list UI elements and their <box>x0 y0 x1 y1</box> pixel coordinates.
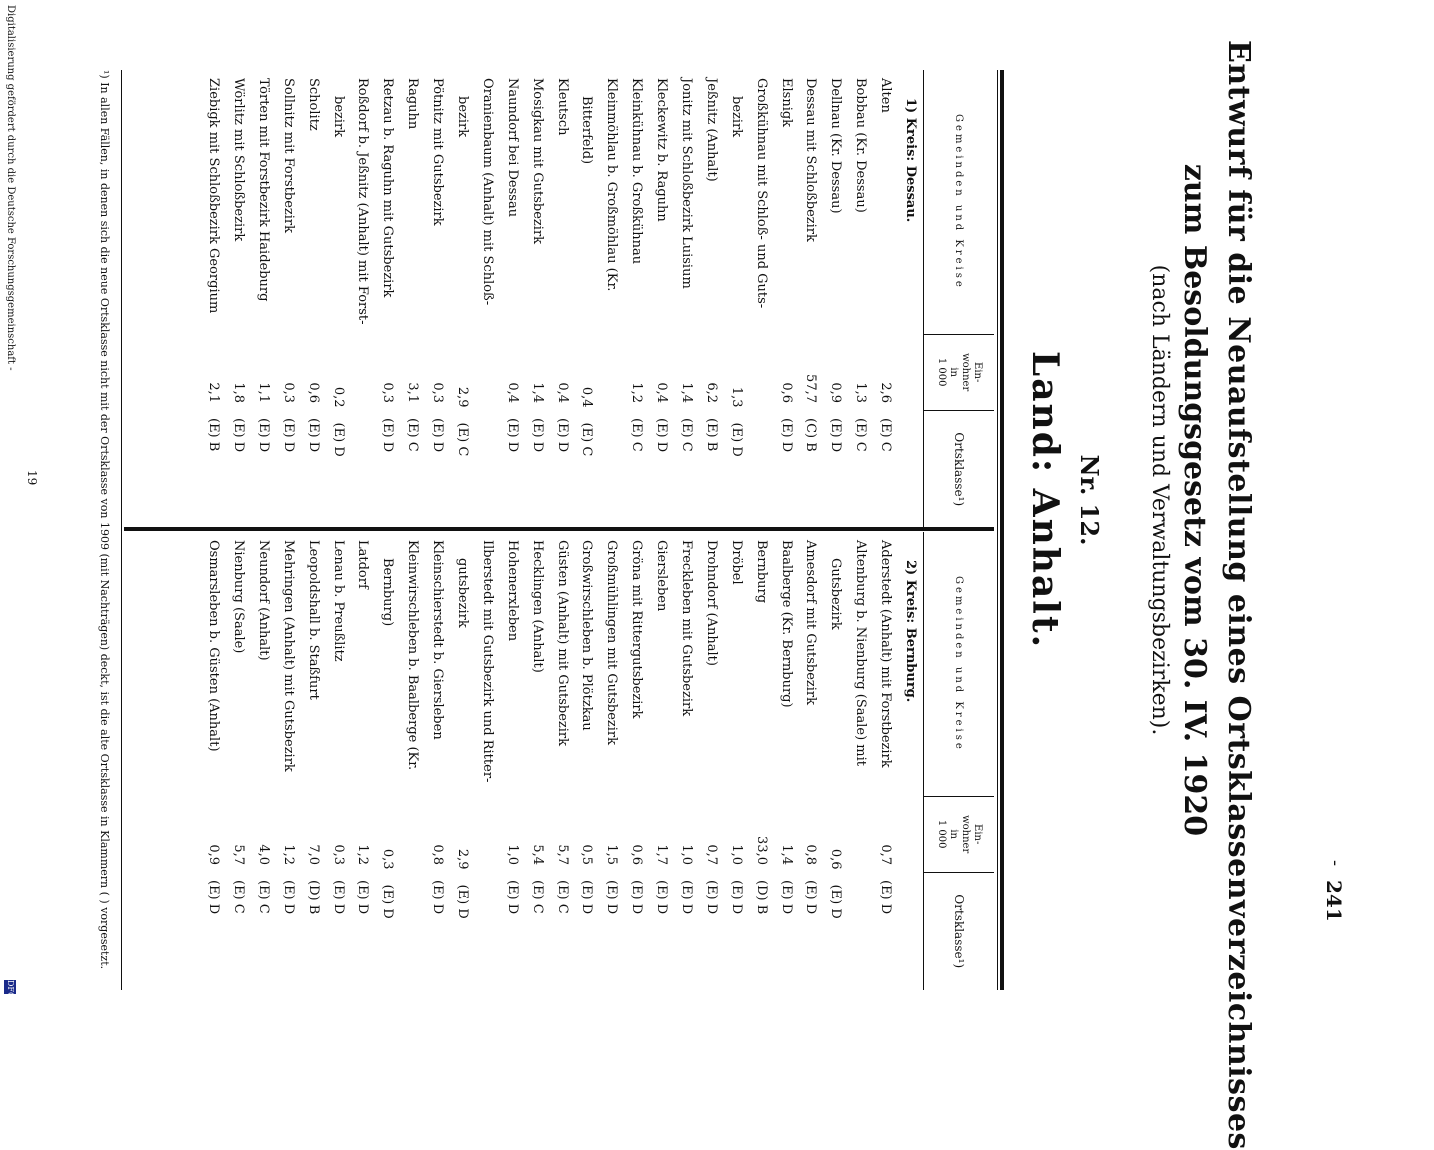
cell-ortsklasse: (E) D <box>455 884 471 919</box>
table-row <box>873 532 898 990</box>
cell-gemeinde: Baalberge (Kr. Bernburg) <box>778 540 794 708</box>
cell-gemeinde: Ziebigk mit Schloßbezirk Georgium <box>206 78 222 314</box>
cell-einwohner: 0,9 <box>206 844 222 865</box>
cell-einwohner: 0,3 <box>330 844 346 865</box>
table-row <box>226 532 251 990</box>
table-row <box>774 70 799 528</box>
cell-ortsklasse: (E) D <box>255 418 271 453</box>
cell-einwohner: 0,6 <box>305 382 321 403</box>
table-header <box>923 70 994 528</box>
table-row <box>525 70 550 528</box>
cell-gemeinde: Lenau b. Preußlitz <box>330 540 346 662</box>
cell-gemeinde: Mehringen (Anhalt) mit Gutsbezirk <box>280 540 296 772</box>
cell-gemeinde: Gröna mit Rittergutsbezirk <box>629 540 645 719</box>
cell-gemeinde: bezirk <box>330 96 346 138</box>
cell-ortsklasse: (E) C <box>255 880 271 914</box>
table-row <box>251 70 276 528</box>
cell-einwohner: 1,8 <box>231 382 247 403</box>
table-row <box>599 532 624 990</box>
cell-gemeinde: bezirk <box>455 96 471 138</box>
table-row <box>550 532 575 990</box>
cell-einwohner: 6,2 <box>703 382 719 403</box>
cell-einwohner: 1,0 <box>504 844 520 865</box>
table-row <box>848 70 873 528</box>
cell-gemeinde: Törten mit Forstbezirk Haideburg <box>255 78 271 302</box>
cell-ortsklasse: (E) D <box>604 880 620 915</box>
table-row <box>201 532 226 990</box>
table-row <box>749 532 774 990</box>
table-row <box>599 70 624 528</box>
cell-einwohner: 0,3 <box>280 382 296 403</box>
table-row <box>624 70 649 528</box>
cell-einwohner: 1,3 <box>728 386 744 408</box>
cell-ortsklasse: (E) D <box>654 418 670 453</box>
table-row <box>724 70 749 528</box>
footnote-rule <box>121 70 122 990</box>
cell-ortsklasse: (E) D <box>430 880 446 915</box>
table-row <box>375 70 400 528</box>
cell-ortsklasse: (E) D <box>828 884 844 919</box>
table-row <box>326 532 351 990</box>
footnote: ¹) In allen Fällen, in denen sich die neue Ortsklasse nicht mit der Ortsklasse von 1909 (mit Nachträgen) deckt, ist die alte Ortsklasse in Klammern ( ) vorgesetzt. <box>98 70 111 970</box>
table-row <box>251 532 276 990</box>
table-row <box>226 70 251 528</box>
table-top-rule <box>1000 70 1004 990</box>
cell-ortsklasse: (E) D <box>380 884 396 919</box>
cell-ortsklasse: (E) D <box>579 880 595 915</box>
cell-einwohner: 5,4 <box>529 844 545 865</box>
cell-gemeinde: Retzau b. Raguhn mit Gutsbezirk <box>380 78 396 298</box>
cell-ortsklasse: (E) C <box>405 418 421 452</box>
cell-gemeinde: Dellnau (Kr. Dessau) <box>828 78 844 214</box>
cell-einwohner: 5,7 <box>231 844 247 865</box>
table-row <box>699 70 724 528</box>
cell-ortsklasse: (E) D <box>330 880 346 915</box>
table-row <box>326 70 351 528</box>
cell-gemeinde: Roßdorf b. Jeßnitz (Anhalt) mit Forst- <box>355 78 371 325</box>
cell-ortsklasse: (E) D <box>280 880 296 915</box>
cell-ortsklasse: (E) C <box>853 418 869 452</box>
table-left <box>201 70 994 528</box>
cell-gemeinde: Kleutsch <box>554 78 570 136</box>
header-einwohner: Ein- wohner in 1 000 <box>924 335 994 411</box>
cell-ortsklasse: (E) D <box>330 422 346 457</box>
cell-gemeinde: Bitterfeld) <box>579 96 595 165</box>
cell-gemeinde: Bernburg) <box>380 558 396 627</box>
table-row <box>575 532 600 990</box>
table-row <box>525 532 550 990</box>
table-row <box>400 70 425 528</box>
cell-gemeinde: Scholitz <box>305 78 321 131</box>
cell-einwohner: 1,4 <box>778 844 794 865</box>
cell-einwohner: 1,0 <box>679 844 695 865</box>
table-row <box>425 70 450 528</box>
table-row <box>550 70 575 528</box>
cell-ortsklasse: (D) B <box>305 880 321 915</box>
cell-einwohner: 33,0 <box>753 836 769 865</box>
table-row <box>799 532 824 990</box>
cell-gemeinde: Mosigkau mit Gutsbezirk <box>529 78 545 245</box>
cell-ortsklasse: (E) D <box>803 880 819 915</box>
cell-gemeinde: Latdorf <box>355 540 371 589</box>
cell-gemeinde: Güsten (Anhalt) mit Gutsbezirk <box>554 540 570 747</box>
page-number: 241 <box>1322 880 1346 922</box>
cell-einwohner: 5,7 <box>554 844 570 865</box>
header-ortsklasse: Ortsklasse¹) <box>952 894 966 969</box>
cell-einwohner: 1,0 <box>728 844 744 865</box>
table-row <box>500 70 525 528</box>
cell-einwohner: 0,4 <box>654 382 670 403</box>
cell-ortsklasse: (E) D <box>679 880 695 915</box>
header-gemeinden: Gemeinden und Kreise <box>924 70 994 335</box>
table-row <box>276 70 301 528</box>
cell-gemeinde: Raguhn <box>405 78 421 130</box>
cell-ortsklasse: (E) D <box>703 880 719 915</box>
cell-einwohner: 2,1 <box>206 382 222 403</box>
title-line-3: (nach Ländern und Verwaltungsbezirken). <box>1147 264 1172 736</box>
table-body-left <box>201 70 923 528</box>
cell-ortsklasse: (E) B <box>206 418 222 452</box>
table-row <box>873 70 898 528</box>
cell-gemeinde: Bernburg <box>753 540 769 604</box>
dfg-logo: DFG <box>6 980 15 999</box>
cell-gemeinde: Hecklingen (Anhalt) <box>529 540 545 673</box>
cell-einwohner: 3,1 <box>405 382 421 403</box>
cell-ortsklasse: (E) D <box>778 880 794 915</box>
cell-ortsklasse: (E) B <box>703 418 719 452</box>
table-row <box>799 70 824 528</box>
cell-einwohner: 1,2 <box>629 382 645 403</box>
cell-ortsklasse: (E) D <box>554 418 570 453</box>
cell-gemeinde: Kleinschierstedt b. Giersleben <box>430 540 446 740</box>
cell-einwohner: 4,0 <box>255 844 271 865</box>
cell-einwohner: 0,9 <box>828 382 844 403</box>
cell-gemeinde: Nienburg (Saale) <box>231 540 247 654</box>
table-row <box>774 532 799 990</box>
cell-ortsklasse: (E) D <box>529 418 545 453</box>
cell-gemeinde: Großmühlingen mit Gutsbezirk <box>604 540 620 745</box>
table-row <box>674 70 699 528</box>
table-row <box>201 70 226 528</box>
cell-gemeinde: Amesdorf mit Gutsbezirk <box>803 540 819 705</box>
cell-einwohner: 1,2 <box>280 844 296 865</box>
cell-gemeinde: Aderstedt (Anhalt) mit Forstbezirk <box>878 540 894 768</box>
cell-ortsklasse: (E) D <box>355 880 371 915</box>
cell-gemeinde: gutsbezirk <box>455 558 471 628</box>
cell-einwohner: 0,8 <box>430 844 446 865</box>
cell-gemeinde: Bobbau (Kr. Dessau) <box>853 78 869 213</box>
dfg-credit: Digitalisierung gefördert durch die Deutsche Forschungsgemeinschaft - <box>5 5 16 371</box>
table-header <box>923 532 994 990</box>
cell-ortsklasse: (E) D <box>231 418 247 453</box>
table-row <box>450 70 475 528</box>
cell-ortsklasse: (D) B <box>753 880 769 915</box>
cell-gemeinde: Kleinmöhlau b. Großmöhlau (Kr. <box>604 78 620 292</box>
table-row <box>749 70 774 528</box>
cell-einwohner: 2,6 <box>878 382 894 403</box>
table-top-rule-thin <box>997 70 998 990</box>
table-row <box>475 532 500 990</box>
table-row <box>724 532 749 990</box>
cell-einwohner: 0,8 <box>803 844 819 865</box>
cell-ortsklasse: (E) C <box>554 880 570 914</box>
cell-ortsklasse: (E) C <box>878 418 894 452</box>
header-ortsklasse: Ortsklasse¹) <box>952 432 966 507</box>
cell-gemeinde: Kleinwirschleben b. Baalberge (Kr. <box>405 540 421 771</box>
cell-einwohner: 0,6 <box>629 844 645 865</box>
table-body-right <box>201 532 923 990</box>
cell-gemeinde: 1) Kreis: Dessau. <box>903 98 919 223</box>
land-heading: Land: Anhalt. <box>1024 350 1066 650</box>
cell-gemeinde: Leopoldshall b. Staßfurt <box>305 540 321 700</box>
cell-ortsklasse: (E) D <box>305 418 321 453</box>
cell-ortsklasse: (E) D <box>828 418 844 453</box>
table-row <box>699 532 724 990</box>
table-row <box>575 70 600 528</box>
section-number: Nr. 12. <box>1075 454 1104 546</box>
cell-einwohner: 0,3 <box>380 848 396 870</box>
table-right <box>201 532 994 990</box>
cell-einwohner: 0,5 <box>579 844 595 865</box>
cell-gemeinde: Alten <box>878 78 894 113</box>
table-row <box>276 532 301 990</box>
cell-gemeinde: Ilberstedt mit Gutsbezirk und Ritter- <box>479 540 495 783</box>
cell-einwohner: 1,1 <box>255 382 271 403</box>
cell-ortsklasse: (E) D <box>206 880 222 915</box>
table-row <box>823 70 848 528</box>
cell-einwohner: 0,3 <box>380 382 396 403</box>
cell-gemeinde: Großkühnau mit Schloß- und Guts- <box>753 78 769 309</box>
cell-einwohner: 1,3 <box>853 382 869 403</box>
table-row <box>649 532 674 990</box>
cell-gemeinde: Naundorf bei Dessau <box>504 78 520 218</box>
cell-gemeinde: Jonitz mit Schloßbezirk Luisium <box>679 78 695 289</box>
cell-ortsklasse: (C) B <box>803 418 819 452</box>
cell-gemeinde: Altenburg b. Nienburg (Saale) mit <box>853 540 869 766</box>
cell-einwohner: 1,4 <box>529 382 545 403</box>
cell-einwohner: 0,6 <box>828 848 844 870</box>
cell-gemeinde: Hohenerxleben <box>504 540 520 642</box>
bottom-page-number: 19 <box>25 470 39 486</box>
cell-gemeinde: Pötnitz mit Gutsbezirk <box>430 78 446 226</box>
cell-gemeinde: Giersleben <box>654 540 670 612</box>
cell-einwohner: 7,0 <box>305 844 321 865</box>
cell-einwohner: 2,9 <box>455 848 471 870</box>
cell-ortsklasse: (E) D <box>728 422 744 457</box>
table-row <box>898 70 923 528</box>
cell-ortsklasse: (E) D <box>430 418 446 453</box>
cell-gemeinde: 2) Kreis: Bernburg. <box>903 560 919 703</box>
cell-einwohner: 0,4 <box>554 382 570 403</box>
cell-einwohner: 1,5 <box>604 844 620 865</box>
cell-einwohner: 57,7 <box>803 374 819 403</box>
cell-ortsklasse: (E) D <box>504 880 520 915</box>
cell-gemeinde: Kleinkühnau b. Großkühnau <box>629 78 645 265</box>
table-row <box>823 532 848 990</box>
table-row <box>375 532 400 990</box>
table-row <box>898 532 923 990</box>
cell-gemeinde: Wörlitz mit Schloßbezirk <box>231 78 247 242</box>
table-row <box>450 532 475 990</box>
cell-gemeinde: Jeßnitz (Anhalt) <box>703 78 719 182</box>
cell-gemeinde: Großwirschleben b. Plötzkau <box>579 540 595 731</box>
cell-ortsklasse: (E) D <box>380 418 396 453</box>
table-row <box>500 532 525 990</box>
table-row <box>475 70 500 528</box>
cell-ortsklasse: (E) C <box>529 880 545 914</box>
cell-ortsklasse: (E) D <box>728 880 744 915</box>
cell-einwohner: 0,4 <box>579 386 595 408</box>
table-row <box>400 532 425 990</box>
cell-gemeinde: bezirk <box>728 96 744 138</box>
cell-ortsklasse: (E) D <box>778 418 794 453</box>
table-row <box>848 532 873 990</box>
table-row <box>301 532 326 990</box>
cell-gemeinde: Elsnigk <box>778 78 794 128</box>
table-row <box>674 532 699 990</box>
cell-einwohner: 2,9 <box>455 386 471 408</box>
table-row <box>351 70 376 528</box>
cell-gemeinde: Kleckewitz b. Raguhn <box>654 78 670 222</box>
cell-gemeinde: Osmarsleben b. Güsten (Anhalt) <box>206 540 222 752</box>
cell-gemeinde: Gutsbezirk <box>828 558 844 630</box>
cell-ortsklasse: (E) C <box>679 418 695 452</box>
table-row <box>351 532 376 990</box>
cell-einwohner: 0,7 <box>878 844 894 865</box>
page-dash: - <box>1325 860 1346 867</box>
cell-einwohner: 0,3 <box>430 382 446 403</box>
cell-einwohner: 0,4 <box>504 382 520 403</box>
cell-ortsklasse: (E) C <box>629 418 645 452</box>
cell-gemeinde: Freckleben mit Gutsbezirk <box>679 540 695 717</box>
header-gemeinden: Gemeinden und Kreise <box>924 532 994 797</box>
cell-ortsklasse: (E) C <box>231 880 247 914</box>
cell-ortsklasse: (E) D <box>629 880 645 915</box>
cell-ortsklasse: (E) D <box>504 418 520 453</box>
cell-gemeinde: Oranienbaum (Anhalt) mit Schloß- <box>479 78 495 306</box>
title-line-1: Entwurf für die Neuaufstellung eines Ortsklassenverzeichnisses <box>1221 40 1256 1150</box>
title-line-2: zum Besoldungsgesetz vom 30. IV. 1920 <box>1177 163 1212 837</box>
table-row <box>649 70 674 528</box>
table-row <box>301 70 326 528</box>
cell-gemeinde: Neundorf (Anhalt) <box>255 540 271 661</box>
cell-ortsklasse: (E) C <box>455 422 471 457</box>
cell-einwohner: 1,7 <box>654 844 670 865</box>
header-einwohner: Ein- wohner in 1 000 <box>924 797 994 873</box>
cell-ortsklasse: (E) D <box>654 880 670 915</box>
cell-einwohner: 0,7 <box>703 844 719 865</box>
cell-gemeinde: Dessau mit Schloßbezirk <box>803 78 819 242</box>
cell-einwohner: 0,6 <box>778 382 794 403</box>
cell-einwohner: 0,2 <box>330 386 346 408</box>
cell-ortsklasse: (E) D <box>280 418 296 453</box>
table-row <box>425 532 450 990</box>
cell-gemeinde: Drohndorf (Anhalt) <box>703 540 719 666</box>
cell-einwohner: 1,4 <box>679 382 695 403</box>
cell-gemeinde: Sollnitz mit Forstbezirk <box>280 78 296 233</box>
table-row <box>624 532 649 990</box>
cell-einwohner: 1,2 <box>355 844 371 865</box>
cell-gemeinde: Dröbel <box>728 540 744 585</box>
cell-ortsklasse: (E) C <box>579 422 595 457</box>
cell-ortsklasse: (E) D <box>878 880 894 915</box>
